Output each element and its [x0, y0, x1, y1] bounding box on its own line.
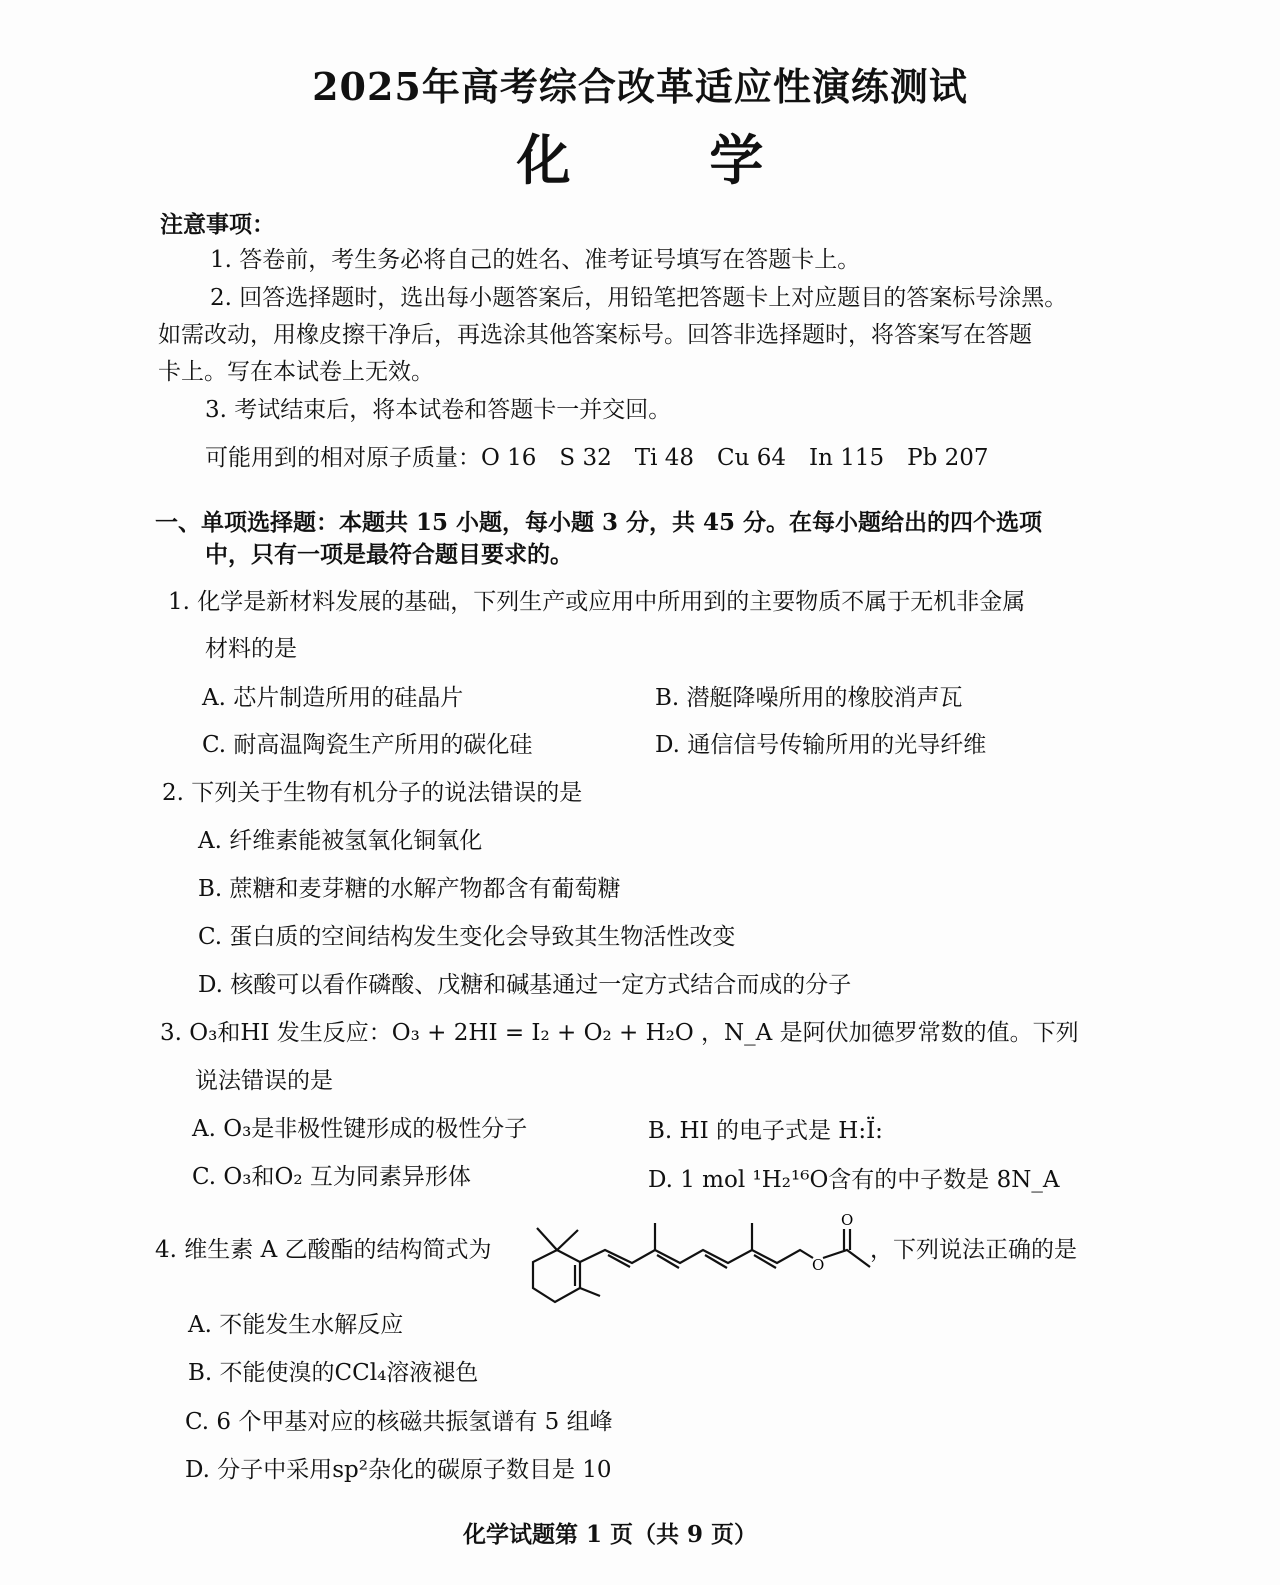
question-4-stem: ，下列说法正确的是	[870, 1237, 1077, 1263]
section-heading: 一、单项选择题：本题共 15 小题，每小题 3 分，共 45 分。在每小题给出的四个选项	[155, 509, 1043, 536]
notice-item: 卡上。写在本试卷上无效。	[158, 359, 434, 385]
atomic-masses: 可能用到的相对原子质量：O 16 S 32 Ti 48 Cu 64 In 115 Pb 207	[205, 445, 989, 471]
option: A. 芯片制造所用的硅晶片	[202, 685, 464, 711]
notice-item: 1. 答卷前，考生务必将自己的姓名、准考证号填写在答题卡上。	[210, 247, 861, 273]
subject-title: 化 学	[516, 128, 824, 192]
notice-item: 2. 回答选择题时，选出每小题答案后，用铅笔把答题卡上对应题目的答案标号涂黑。	[210, 285, 1068, 311]
option: C. 耐高温陶瓷生产所用的碳化硅	[202, 732, 533, 758]
option: C. 蛋白质的空间结构发生变化会导致其生物活性改变	[198, 924, 736, 950]
question-3-stem: 3. O₃和HI 发生反应：O₃ + 2HI = I₂ + O₂ + H₂O ，N_A 是阿伏加德罗常数的值。下列	[160, 1020, 1079, 1046]
option: C. 6 个甲基对应的核磁共振氢谱有 5 组峰	[185, 1409, 613, 1435]
svg-text:O: O	[812, 1256, 825, 1274]
option: D. 核酸可以看作磷酸、戊糖和碱基通过一定方式结合而成的分子	[198, 972, 852, 998]
page-footer: 化学试题第 1 页（共 9 页）	[462, 1521, 758, 1548]
section-heading: 中，只有一项是最符合题目要求的。	[205, 541, 573, 568]
notice-item: 如需改动，用橡皮擦干净后，再选涂其他答案标号。回答非选择题时，将答案写在答题	[158, 322, 1032, 348]
option: B. 潜艇降噪所用的橡胶消声瓦	[655, 685, 963, 711]
svg-text:O: O	[841, 1211, 854, 1229]
question-1-stem: 1. 化学是新材料发展的基础，下列生产或应用中所用到的主要物质不属于无机非金属	[168, 589, 1026, 615]
option: A. O₃是非极性键形成的极性分子	[192, 1116, 528, 1142]
option: D. 1 mol ¹H₂¹⁶O含有的中子数是 8N_A	[648, 1167, 1060, 1193]
option: D. 通信信号传输所用的光导纤维	[655, 732, 987, 758]
option: B. 蔗糖和麦芽糖的水解产物都含有葡萄糖	[198, 876, 621, 902]
notice-heading: 注意事项：	[160, 211, 275, 238]
question-2-stem: 2. 下列关于生物有机分子的说法错误的是	[162, 780, 583, 806]
option: D. 分子中采用sp²杂化的碳原子数目是 10	[185, 1457, 612, 1483]
option: C. O₃和O₂ 互为同素异形体	[192, 1164, 471, 1190]
question-4-stem: 4. 维生素 A 乙酸酯的结构简式为	[155, 1237, 492, 1263]
option: A. 纤维素能被氢氧化铜氧化	[198, 828, 483, 854]
question-1-stem: 材料的是	[205, 636, 297, 662]
option: B. 不能使溴的CCl₄溶液褪色	[188, 1360, 479, 1386]
option: B. HI 的电子式是 H:Ï:	[648, 1118, 883, 1144]
notice-item: 3. 考试结束后，将本试卷和答题卡一并交回。	[205, 397, 672, 423]
option: A. 不能发生水解反应	[188, 1312, 404, 1338]
exam-title: 2025年高考综合改革适应性演练测试	[312, 64, 968, 109]
question-3-stem: 说法错误的是	[195, 1068, 333, 1094]
